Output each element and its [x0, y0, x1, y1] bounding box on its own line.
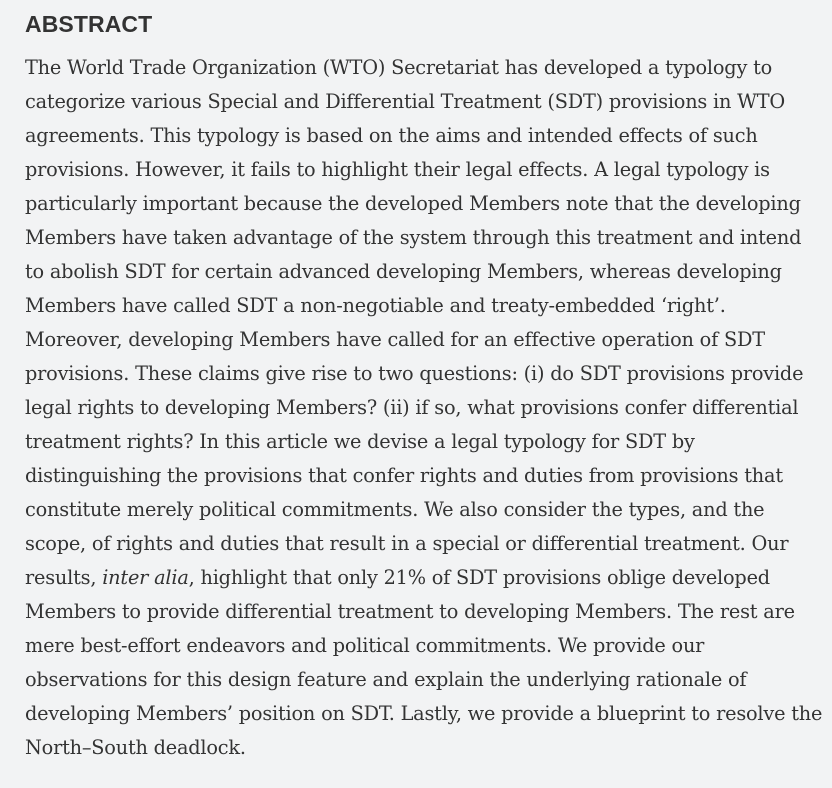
abstract-body: [25, 51, 825, 765]
abstract-section: [25, 9, 825, 765]
abstract-text-part1: The World Trade Organization (WTO) Secretariat has developed a typology to categorize various Special and Differential Treatment (SDT) provisions in WTO agreements. This typology is based on the aims and intended effects of such provisions. However, it fails to highlight their legal effects. A legal typology is particularly important because the developed Members note that the developing Members have taken advantage of the system through this treatment and intend to abolish SDT for certain advanced developing Members, whereas developing Members have called SDT a non-negotiable and treaty-embedded ‘right’. Moreover, developing Members have called for an effective operation of SDT provisions. These claims give rise to two questions: (i) do SDT provisions provide legal rights to developing Members? (ii) if so, what provisions confer differential treatment rights? In this article we devise a legal typology for SDT by distinguishing the provisions that confer rights and duties from provisions that constitute merely political commitments. We also consider the types, and the scope, of rights and duties that result in a special or differential treatment. Our results,: [25, 56, 804, 589]
abstract-emphasis: inter alia: [102, 566, 189, 589]
abstract-heading: ABSTRACT: [25, 11, 153, 37]
abstract-text-part2: , highlight that only 21% of SDT provisions oblige developed Members to provide differential treatment to developing Members. The rest are mere best-effort endeavors and political commitments. We provide our observations for this design feature and explain the underlying rationale of developing Members’ position on SDT. Lastly, we provide a blueprint to resolve the North–South deadlock.: [25, 566, 823, 759]
